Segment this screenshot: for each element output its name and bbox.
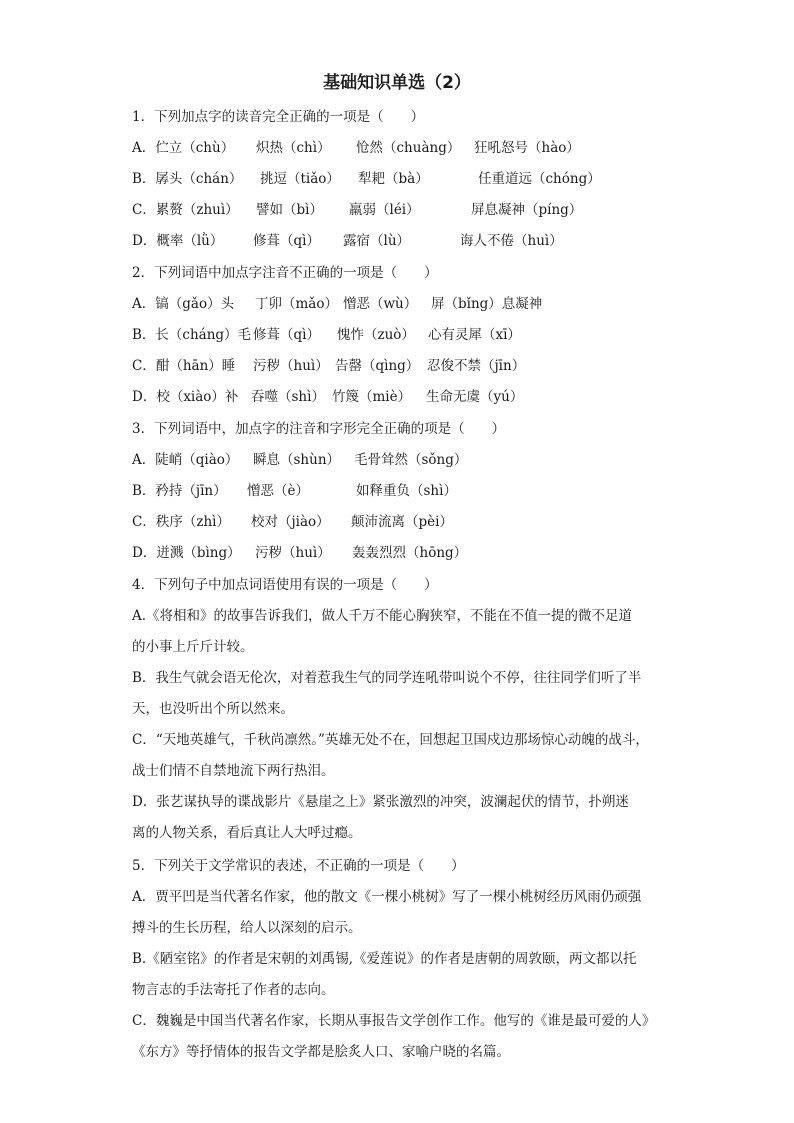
option-term: 污秽（huì） bbox=[255, 545, 331, 561]
option-term: 修葺（qì） bbox=[253, 233, 320, 249]
question-5-option-c-line-1: C．魏巍是中国当代著名作家，长期从事报告文学创作工作。他写的《谁是最可爱的人》 bbox=[132, 1013, 656, 1029]
option-term: 毛骨耸然（sǒng） bbox=[354, 452, 468, 468]
option-term: 校对（jiào） bbox=[251, 514, 330, 530]
option-term: 如释重负（shì） bbox=[356, 483, 457, 499]
option-term: 污秽（huì） bbox=[253, 358, 329, 374]
question-4-option-a-line-1: A.《将相和》的故事告诉我们，做人千万不能心胸狭窄，不能在不值一提的微不足道 bbox=[132, 608, 633, 624]
option-term: 狂吼怒号（hào） bbox=[474, 140, 580, 156]
option-term: 愧怍（zuò） bbox=[337, 327, 415, 343]
question-4-option-c-line-2: 战士们情不自禁地流下两行热泪。 bbox=[132, 763, 335, 779]
option-term: A．镐（gǎo）头 bbox=[132, 296, 235, 312]
question-5-option-b-line-2: 物言志的手法寄托了作者的志向。 bbox=[132, 982, 335, 998]
option-term: 任重道远（chóng） bbox=[478, 171, 601, 187]
option-term: B．孱头（chán） bbox=[132, 171, 243, 187]
option-term: D．概率（lǜ） bbox=[132, 233, 224, 249]
option-term: 丁卯（mǎo） bbox=[255, 296, 338, 312]
option-term: C．酣（hān）睡 bbox=[132, 358, 236, 374]
option-term: D．校（xiào）补 bbox=[132, 389, 239, 405]
option-term: 诲人不倦（huì） bbox=[460, 233, 563, 249]
question-5-option-a-line-1: A．贾平凹是当代著名作家，他的散文《一棵小桃树》写了一棵小桃树经历风雨仍顽强 bbox=[132, 889, 642, 905]
question-5-option-c-line-2: 《东方》等抒情体的报告文学都是脍炙人口、家喻户晓的名篇。 bbox=[132, 1044, 510, 1060]
option-term: 修葺（qì） bbox=[253, 327, 320, 343]
question-4-option-b-line-2: 天，也没听出个所以然来。 bbox=[132, 701, 294, 717]
question-1-option-a bbox=[132, 138, 580, 158]
option-term: 憎恶（è） bbox=[247, 483, 309, 499]
question-3-option-d bbox=[132, 543, 467, 563]
document-title: 基础知识单选（2） bbox=[323, 73, 471, 93]
option-term: 怆然（chuàng） bbox=[356, 140, 461, 156]
option-term: 忍俊不禁（jīn） bbox=[427, 358, 526, 374]
question-4-option-b-line-1: B．我生气就会语无伦次，对着惹我生气的同学连吼带叫说个不停，往往同学们听了半 bbox=[132, 670, 642, 686]
question-1-option-c bbox=[132, 200, 582, 220]
option-term: 譬如（bì） bbox=[256, 202, 323, 218]
question-1-option-d bbox=[132, 231, 563, 251]
option-term: 轰轰烈烈（hōng） bbox=[352, 545, 468, 561]
question-2-option-d bbox=[132, 387, 523, 407]
option-term: 生命无虞（yú） bbox=[426, 389, 524, 405]
option-term: 羸弱（léi） bbox=[349, 202, 420, 218]
question-5-option-a-line-2: 搏斗的生长历程，给人以深刻的启示。 bbox=[132, 920, 362, 936]
option-term: B．矜持（jīn） bbox=[132, 483, 227, 499]
option-term: A．伫立（chù） bbox=[132, 140, 235, 156]
question-4-option-a-line-2: 的小事上斤斤计较。 bbox=[132, 639, 254, 655]
option-term: C．累赘（zhuì） bbox=[132, 202, 239, 218]
question-2-option-c bbox=[132, 356, 525, 376]
question-2-option-b bbox=[132, 325, 521, 345]
question-5-stem: 5．下列关于文学常识的表述，不正确的一项是（ ） bbox=[132, 858, 465, 874]
question-4-stem: 4．下列句子中加点词语使用有误的一项是（ ） bbox=[132, 577, 438, 593]
question-3-option-a bbox=[132, 450, 467, 470]
option-term: 吞噬（shì） bbox=[251, 389, 325, 405]
option-term: C．秩序（zhì） bbox=[132, 514, 230, 530]
option-term: 屏息凝神（píng） bbox=[471, 202, 583, 218]
option-term: D．迸溅（bìng） bbox=[132, 545, 241, 561]
question-2-option-a bbox=[132, 294, 542, 314]
question-2-stem: 2．下列词语中加点字注音不正确的一项是（ ） bbox=[132, 265, 438, 281]
option-term: 露宿（lù） bbox=[343, 233, 411, 249]
question-5-option-b-line-1: B.《陋室铭》的作者是宋朝的刘禹锡,《爱莲说》的作者是唐朝的周敦颐，两文都以托 bbox=[132, 951, 637, 967]
option-term: 炽热（chì） bbox=[256, 140, 331, 156]
question-4-option-d-line-1: D．张艺谋执导的谍战影片《悬崖之上》紧张激烈的冲突，波澜起伏的情节，扑朔迷 bbox=[132, 794, 629, 810]
option-term: 竹篾（miè） bbox=[332, 389, 412, 405]
option-term: A．陡峭（qiào） bbox=[132, 452, 239, 468]
option-term: B．长（cháng）毛 bbox=[132, 327, 252, 343]
option-term: 犁耙（bà） bbox=[358, 171, 429, 187]
question-3-option-b bbox=[132, 481, 457, 501]
option-term: 告罄（qìng） bbox=[335, 358, 420, 374]
option-term: 屏（bǐng）息凝神 bbox=[431, 296, 543, 312]
question-3-option-c bbox=[132, 512, 453, 532]
question-1-option-b bbox=[132, 169, 601, 189]
question-4-option-d-line-2: 离的人物关系，看后真让人大呼过瘾。 bbox=[132, 825, 362, 841]
option-term: 颠沛流离（pèi） bbox=[351, 514, 453, 530]
question-1-stem: 1．下列加点字的读音完全正确的一项是（ ） bbox=[132, 109, 425, 125]
option-term: 憎恶（wù） bbox=[343, 296, 418, 312]
option-term: 挑逗（tiǎo） bbox=[260, 171, 340, 187]
option-term: 瞬息（shùn） bbox=[253, 452, 341, 468]
question-3-stem: 3．下列词语中，加点字的注音和字形完全正确的项是（ ） bbox=[132, 421, 506, 437]
question-4-option-c-line-1: C．“天地英雄气，千秋尚凛然。”英雄无处不在，回想起卫国戍边那场惊心动魄的战斗， bbox=[132, 732, 649, 748]
option-term: 心有灵犀（xī） bbox=[428, 327, 521, 343]
